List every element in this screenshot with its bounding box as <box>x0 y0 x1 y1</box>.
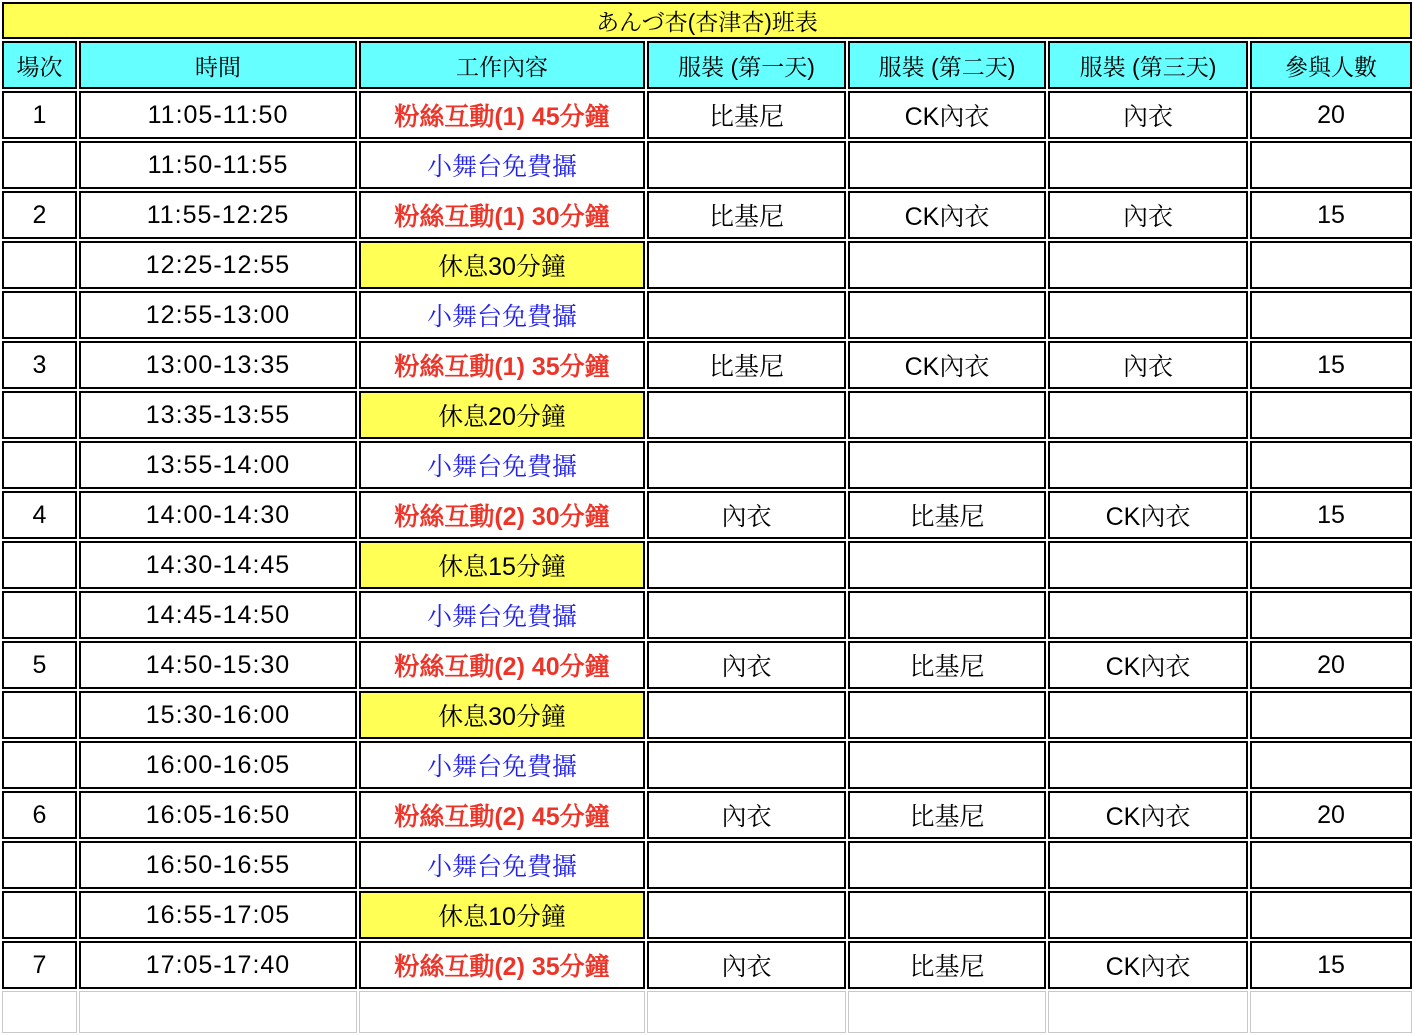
table-row <box>2 441 1412 489</box>
costume-day2-cell <box>848 591 1046 639</box>
session-number-cell <box>2 741 77 789</box>
time-range-cell: 13:35-13:55 <box>79 391 357 439</box>
time-range-cell: 12:25-12:55 <box>79 241 357 289</box>
costume-day2-cell <box>848 391 1046 439</box>
costume-day3-cell <box>1048 241 1248 289</box>
time-range-cell: 13:55-14:00 <box>79 441 357 489</box>
costume-day3-cell: 內衣 <box>1048 341 1248 389</box>
costume-day2-cell <box>848 241 1046 289</box>
time-range-cell: 16:00-16:05 <box>79 741 357 789</box>
participants-count-cell: 20 <box>1250 791 1412 839</box>
table-row <box>2 541 1412 589</box>
costume-day2-cell: 比基尼 <box>848 791 1046 839</box>
costume-day1-cell <box>647 691 846 739</box>
time-range-cell: 17:05-17:40 <box>79 941 357 989</box>
time-range-cell: 16:50-16:55 <box>79 841 357 889</box>
table-row <box>2 241 1412 289</box>
costume-day2-cell <box>848 141 1046 189</box>
session-number-cell: 3 <box>2 341 77 389</box>
session-number-cell <box>2 141 77 189</box>
costume-day3-cell <box>1048 741 1248 789</box>
table-row <box>2 491 1412 539</box>
participants-count-cell <box>1250 591 1412 639</box>
participants-count-cell: 15 <box>1250 941 1412 989</box>
activity-cell: 休息30分鐘 <box>359 241 645 289</box>
table-row <box>2 791 1412 839</box>
page-title: あんづ杏(杏津杏)班表 <box>2 2 1412 39</box>
time-range-cell: 14:30-14:45 <box>79 541 357 589</box>
activity-cell: 小舞台免費攝 <box>359 291 645 339</box>
activity-cell: 粉絲互動(2) 45分鐘 <box>359 791 645 839</box>
costume-day2-cell <box>848 541 1046 589</box>
session-number-cell <box>2 591 77 639</box>
costume-day3-cell: 內衣 <box>1048 91 1248 139</box>
costume-day1-cell <box>647 891 846 939</box>
costume-day3-cell <box>1048 391 1248 439</box>
column-header-time: 時間 <box>79 41 357 89</box>
costume-day2-cell <box>848 891 1046 939</box>
activity-cell: 粉絲互動(1) 45分鐘 <box>359 91 645 139</box>
participants-count-cell <box>1250 541 1412 589</box>
time-range-cell: 14:00-14:30 <box>79 491 357 539</box>
activity-cell: 粉絲互動(2) 40分鐘 <box>359 641 645 689</box>
activity-cell: 休息15分鐘 <box>359 541 645 589</box>
session-number-cell: 1 <box>2 91 77 139</box>
activity-cell: 小舞台免費攝 <box>359 141 645 189</box>
activity-cell: 小舞台免費攝 <box>359 841 645 889</box>
costume-day1-cell <box>647 391 846 439</box>
time-range-cell: 11:50-11:55 <box>79 141 357 189</box>
time-range-cell: 11:05-11:50 <box>79 91 357 139</box>
table-row <box>2 841 1412 889</box>
participants-count-cell <box>1250 391 1412 439</box>
costume-day2-cell: CK內衣 <box>848 91 1046 139</box>
participants-count-cell <box>1250 891 1412 939</box>
costume-day1-cell <box>647 441 846 489</box>
activity-cell: 小舞台免費攝 <box>359 441 645 489</box>
costume-day2-cell <box>848 841 1046 889</box>
costume-day3-cell: CK內衣 <box>1048 491 1248 539</box>
activity-cell: 休息10分鐘 <box>359 891 645 939</box>
column-header-costume-day3: 服裝 (第三天) <box>1048 41 1248 89</box>
session-number-cell <box>2 841 77 889</box>
costume-day1-cell: 比基尼 <box>647 191 846 239</box>
time-range-cell: 12:55-13:00 <box>79 291 357 339</box>
activity-cell: 休息30分鐘 <box>359 691 645 739</box>
session-number-cell: 4 <box>2 491 77 539</box>
session-number-cell <box>2 391 77 439</box>
session-number-cell: 7 <box>2 941 77 989</box>
costume-day3-cell <box>1048 891 1248 939</box>
activity-cell: 小舞台免費攝 <box>359 591 645 639</box>
column-header-costume-day1: 服裝 (第一天) <box>647 41 846 89</box>
session-number-cell <box>2 291 77 339</box>
table-row <box>2 141 1412 189</box>
costume-day1-cell <box>647 741 846 789</box>
costume-day1-cell <box>647 291 846 339</box>
table-row <box>2 741 1412 789</box>
costume-day2-cell: CK內衣 <box>848 191 1046 239</box>
participants-count-cell <box>1250 141 1412 189</box>
session-number-cell <box>2 541 77 589</box>
costume-day3-cell <box>1048 141 1248 189</box>
costume-day3-cell <box>1048 441 1248 489</box>
costume-day1-cell: 內衣 <box>647 491 846 539</box>
participants-count-cell <box>1250 691 1412 739</box>
costume-day3-cell: 內衣 <box>1048 191 1248 239</box>
costume-day2-cell: 比基尼 <box>848 491 1046 539</box>
activity-cell: 粉絲互動(1) 35分鐘 <box>359 341 645 389</box>
time-range-cell: 14:50-15:30 <box>79 641 357 689</box>
costume-day1-cell <box>647 241 846 289</box>
column-header-session: 場次 <box>2 41 77 89</box>
costume-day2-cell: 比基尼 <box>848 641 1046 689</box>
table-row <box>2 341 1412 389</box>
table-row <box>2 91 1412 139</box>
header-row <box>2 41 1412 89</box>
column-header-activity: 工作內容 <box>359 41 645 89</box>
participants-count-cell: 20 <box>1250 641 1412 689</box>
costume-day2-cell: 比基尼 <box>848 941 1046 989</box>
table-body <box>2 91 1412 989</box>
costume-day2-cell <box>848 291 1046 339</box>
participants-count-cell <box>1250 741 1412 789</box>
activity-cell: 粉絲互動(2) 30分鐘 <box>359 491 645 539</box>
costume-day2-cell <box>848 741 1046 789</box>
costume-day1-cell: 內衣 <box>647 641 846 689</box>
costume-day1-cell: 比基尼 <box>647 341 846 389</box>
session-number-cell <box>2 441 77 489</box>
participants-count-cell <box>1250 841 1412 889</box>
table-row <box>2 191 1412 239</box>
costume-day1-cell <box>647 841 846 889</box>
costume-day3-cell: CK內衣 <box>1048 791 1248 839</box>
column-header-costume-day2: 服裝 (第二天) <box>848 41 1046 89</box>
costume-day1-cell: 內衣 <box>647 941 846 989</box>
costume-day1-cell <box>647 541 846 589</box>
participants-count-cell <box>1250 241 1412 289</box>
participants-count-cell: 15 <box>1250 491 1412 539</box>
costume-day1-cell <box>647 591 846 639</box>
time-range-cell: 15:30-16:00 <box>79 691 357 739</box>
participants-count-cell: 15 <box>1250 191 1412 239</box>
table-row <box>2 891 1412 939</box>
costume-day2-cell <box>848 691 1046 739</box>
costume-day2-cell: CK內衣 <box>848 341 1046 389</box>
participants-count-cell <box>1250 291 1412 339</box>
column-header-participants: 參與人數 <box>1250 41 1412 89</box>
costume-day3-cell: CK內衣 <box>1048 641 1248 689</box>
table-row <box>2 691 1412 739</box>
costume-day1-cell: 比基尼 <box>647 91 846 139</box>
costume-day3-cell <box>1048 291 1248 339</box>
costume-day2-cell <box>848 441 1046 489</box>
table-row <box>2 641 1412 689</box>
session-number-cell <box>2 241 77 289</box>
table-row <box>2 941 1412 989</box>
table-row <box>2 291 1412 339</box>
time-range-cell: 14:45-14:50 <box>79 591 357 639</box>
table-row <box>2 391 1412 439</box>
activity-cell: 小舞台免費攝 <box>359 741 645 789</box>
time-range-cell: 13:00-13:35 <box>79 341 357 389</box>
session-number-cell: 6 <box>2 791 77 839</box>
session-number-cell: 2 <box>2 191 77 239</box>
activity-cell: 粉絲互動(2) 35分鐘 <box>359 941 645 989</box>
costume-day3-cell <box>1048 541 1248 589</box>
session-number-cell: 5 <box>2 641 77 689</box>
table-row <box>2 591 1412 639</box>
cutoff-gridline-row <box>2 991 1412 1033</box>
costume-day3-cell <box>1048 691 1248 739</box>
time-range-cell: 11:55-12:25 <box>79 191 357 239</box>
costume-day3-cell <box>1048 841 1248 889</box>
costume-day1-cell: 內衣 <box>647 791 846 839</box>
participants-count-cell: 15 <box>1250 341 1412 389</box>
costume-day3-cell: CK內衣 <box>1048 941 1248 989</box>
costume-day3-cell <box>1048 591 1248 639</box>
activity-cell: 粉絲互動(1) 30分鐘 <box>359 191 645 239</box>
session-number-cell <box>2 691 77 739</box>
title-row <box>2 2 1412 39</box>
time-range-cell: 16:55-17:05 <box>79 891 357 939</box>
participants-count-cell: 20 <box>1250 91 1412 139</box>
costume-day1-cell <box>647 141 846 189</box>
session-number-cell <box>2 891 77 939</box>
activity-cell: 休息20分鐘 <box>359 391 645 439</box>
participants-count-cell <box>1250 441 1412 489</box>
time-range-cell: 16:05-16:50 <box>79 791 357 839</box>
